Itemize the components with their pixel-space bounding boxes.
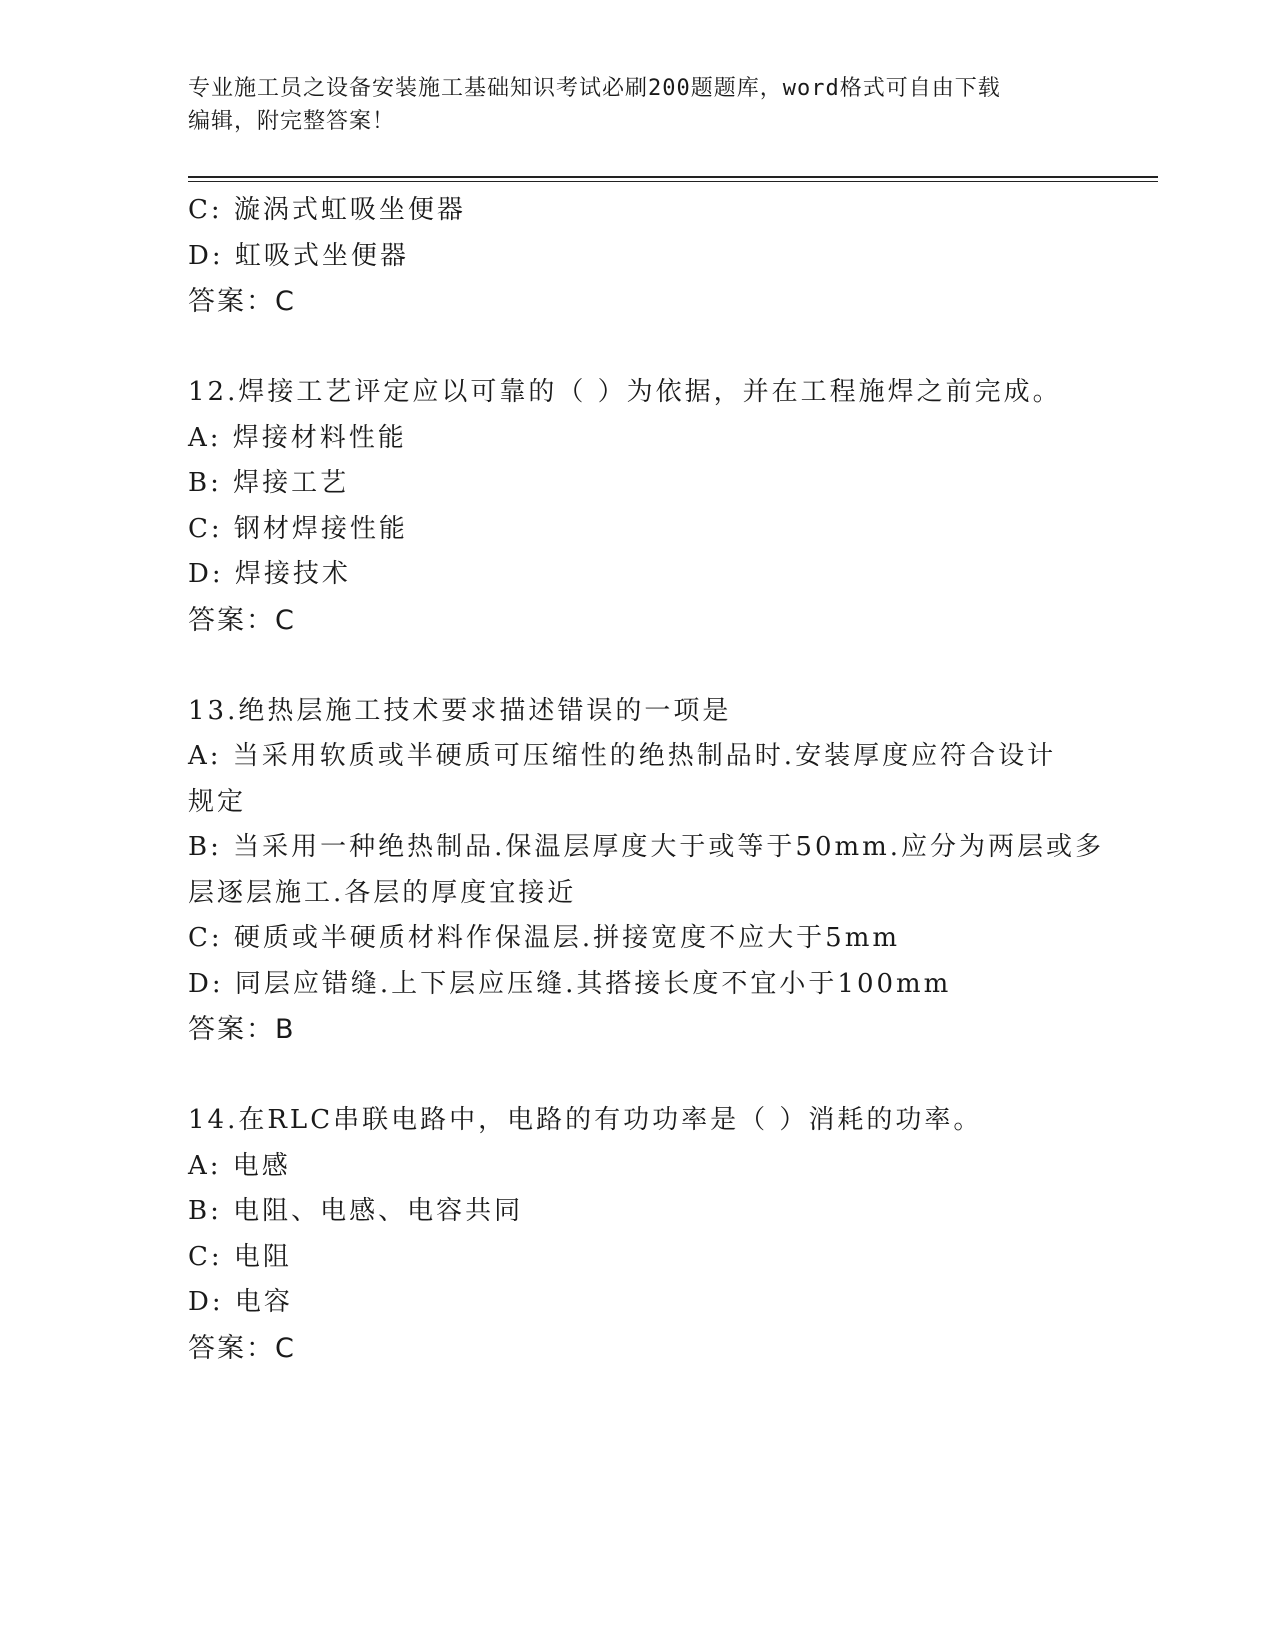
q13-answer: 答案：B <box>188 1014 296 1045</box>
q14-question: 14.在RLC串联电路中，电路的有功功率是（ ）消耗的功率。 <box>188 1105 983 1135</box>
q14-option-a: A: 电感 <box>188 1150 291 1181</box>
q14-option-c: C: 电阻 <box>188 1241 292 1272</box>
q12-answer: 答案：C <box>188 604 296 636</box>
spacer <box>188 325 1088 371</box>
header-line-2: 编辑，附完整答案！ <box>188 109 396 134</box>
header-line-1: 专业施工员之设备安装施工基础知识考试必刷200题题库，word格式可自由下载 <box>188 76 1001 101</box>
header-divider-thick <box>188 176 1158 178</box>
q11-option-d: D: 虹吸式坐便器 <box>188 240 409 271</box>
q13-option-a-line-2: 规定 <box>188 786 247 817</box>
q13-option-b-line-1: B: 当采用一种绝热制品.保温层厚度大于或等于50mm.应分为两层或多 <box>188 832 1105 862</box>
q11-option-c: C: 漩涡式虹吸坐便器 <box>188 195 466 225</box>
q11-answer: 答案：C <box>188 286 296 317</box>
q13-option-c: C: 硬质或半硬质材料作保温层.拼接宽度不应大于5mm <box>188 923 901 953</box>
document-header <box>188 72 1088 138</box>
q13-option-a-line-1: A: 当采用软质或半硬质可压缩性的绝热制品时.安装厚度应符合设计 <box>188 741 1057 771</box>
q13-option-b-line-2: 层逐层施工.各层的厚度宜接近 <box>188 877 577 908</box>
q12-option-b: B: 焊接工艺 <box>188 468 350 498</box>
q13-question: 13.绝热层施工技术要求描述错误的一项是 <box>188 695 732 726</box>
q14-answer: 答案：C <box>188 1332 296 1364</box>
q14-option-b: B: 电阻、电感、电容共同 <box>188 1196 524 1226</box>
q12-option-d: D: 焊接技术 <box>188 559 351 589</box>
q14-option-d: D: 电容 <box>188 1287 293 1317</box>
header-divider-thin <box>188 181 1158 182</box>
q13-option-d: D: 同层应错缝.上下层应压缝.其搭接长度不宜小于100mm <box>188 968 952 999</box>
q12-option-c: C: 钢材焊接性能 <box>188 513 408 544</box>
q12-question: 12.焊接工艺评定应以可靠的（ ）为依据，并在工程施焊之前完成。 <box>188 377 1062 407</box>
spacer <box>188 1053 1088 1099</box>
question-list <box>188 188 1105 1371</box>
q12-option-a: A: 焊接材料性能 <box>188 422 407 453</box>
spacer <box>188 643 1088 689</box>
